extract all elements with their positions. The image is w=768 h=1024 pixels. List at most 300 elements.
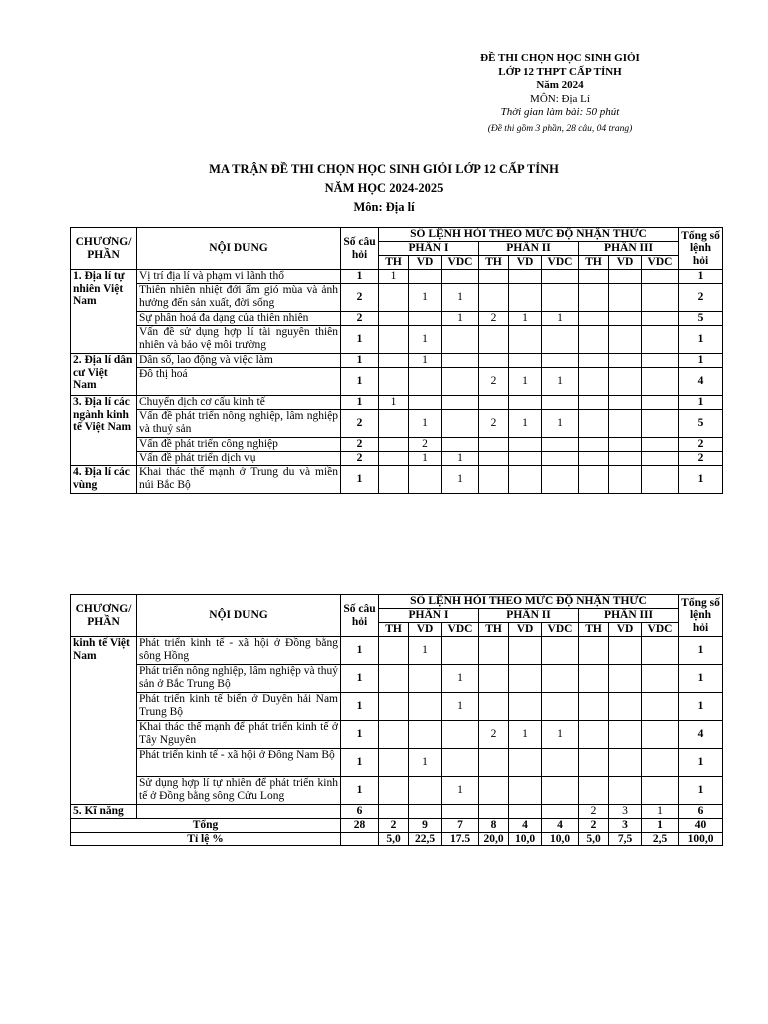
table-row — [71, 396, 723, 410]
question-count-cell: 1 — [341, 665, 379, 693]
level-count-cell — [509, 637, 542, 665]
header-count: Số câu hỏi — [341, 228, 379, 270]
level-count-cell — [479, 777, 509, 805]
header-vd: VD — [609, 623, 642, 637]
level-count-cell — [642, 693, 679, 721]
level-count-cell — [379, 693, 409, 721]
table-row — [71, 354, 723, 368]
question-count-cell: 1 — [341, 354, 379, 368]
skills-row — [71, 805, 723, 819]
level-count-cell — [379, 410, 409, 438]
header-part3: PHẦN III — [579, 609, 679, 623]
header-chapter: CHƯƠNG/ PHẦN — [71, 228, 137, 270]
level-count-cell — [609, 410, 642, 438]
level-count-cell — [409, 396, 442, 410]
level-count-cell — [579, 637, 609, 665]
level-count-cell: 1 — [542, 368, 579, 396]
level-count-cell — [409, 368, 442, 396]
level-count-cell — [579, 354, 609, 368]
level-count-cell — [442, 749, 479, 777]
question-count-cell: 2 — [341, 312, 379, 326]
level-count-cell — [442, 270, 479, 284]
table-row — [71, 452, 723, 466]
question-count-cell: 1 — [341, 368, 379, 396]
level-count-cell: 1 — [442, 466, 479, 494]
level-count-cell — [579, 693, 609, 721]
level-count-cell — [579, 438, 609, 452]
level-count-cell — [609, 721, 642, 749]
level-count-cell: 2,5 — [642, 832, 679, 846]
header-total: Tổng số lệnh hỏi — [679, 228, 723, 270]
level-count-cell — [479, 805, 509, 819]
table-row — [71, 326, 723, 354]
table-row — [71, 284, 723, 312]
level-count-cell — [409, 805, 442, 819]
level-count-cell — [542, 396, 579, 410]
header-part1: PHẦN I — [379, 242, 479, 256]
level-count-cell — [509, 665, 542, 693]
header-content: NỘI DUNG — [137, 595, 341, 637]
level-count-cell: 1 — [409, 354, 442, 368]
level-count-cell — [642, 270, 679, 284]
total-cell: 1 — [679, 637, 723, 665]
level-count-cell — [579, 410, 609, 438]
level-count-cell — [642, 368, 679, 396]
level-count-cell: 1 — [409, 749, 442, 777]
total-cell: 5 — [679, 410, 723, 438]
question-count-cell: 1 — [341, 693, 379, 721]
header-vdc: VDC — [642, 256, 679, 270]
level-count-cell: 1 — [442, 665, 479, 693]
total-cell: 1 — [679, 665, 723, 693]
level-count-cell — [642, 410, 679, 438]
level-count-cell — [379, 438, 409, 452]
header-th: TH — [379, 256, 409, 270]
header-content: NỘI DUNG — [137, 228, 341, 270]
level-count-cell — [642, 665, 679, 693]
level-count-cell — [509, 396, 542, 410]
content-cell: Vấn đề phát triển dịch vụ — [137, 452, 341, 466]
level-count-cell — [379, 354, 409, 368]
level-count-cell — [579, 721, 609, 749]
header-th: TH — [579, 256, 609, 270]
level-count-cell — [509, 749, 542, 777]
level-count-cell — [609, 312, 642, 326]
content-cell: Vấn đề phát triển công nghiệp — [137, 438, 341, 452]
level-count-cell — [642, 284, 679, 312]
header-levels: SỐ LỆNH HỎI THEO MỨC ĐỘ NHẬN THỨC — [379, 595, 679, 609]
chapter-cell: kinh tế Việt Nam — [71, 637, 137, 805]
level-count-cell — [379, 777, 409, 805]
content-cell: Đô thị hoá — [137, 368, 341, 396]
level-count-cell — [642, 777, 679, 805]
level-count-cell: 2 — [479, 368, 509, 396]
exam-time: Thời gian làm bài: 50 phút — [500, 106, 620, 118]
table-row — [71, 466, 723, 494]
level-count-cell — [379, 805, 409, 819]
level-count-cell — [409, 466, 442, 494]
table-row — [71, 665, 723, 693]
level-count-cell — [609, 368, 642, 396]
header-vd: VD — [409, 623, 442, 637]
level-count-cell — [479, 438, 509, 452]
level-count-cell: 1 — [442, 452, 479, 466]
level-count-cell — [609, 749, 642, 777]
level-count-cell — [379, 326, 409, 354]
level-count-cell: 7 — [442, 819, 479, 833]
matrix-table-2-body — [71, 637, 723, 846]
level-count-cell: 17.5 — [442, 832, 479, 846]
table-row — [71, 368, 723, 396]
content-cell: Sử dụng hợp lí tự nhiên để phát triển kinh tế ở Đồng bằng sông Cửu Long — [137, 777, 341, 805]
level-count-cell — [479, 466, 509, 494]
total-cell: 6 — [679, 805, 723, 819]
level-count-cell — [442, 354, 479, 368]
content-cell: Vị trí địa lí và phạm vi lãnh thổ — [137, 270, 341, 284]
matrix-table-2 — [70, 594, 723, 846]
level-count-cell — [609, 438, 642, 452]
total-cell: 2 — [679, 284, 723, 312]
sum-label: Tổng — [71, 819, 341, 833]
level-count-cell — [509, 354, 542, 368]
question-count-cell — [341, 832, 379, 846]
level-count-cell — [542, 749, 579, 777]
exam-title-line2: LỚP 12 THPT CẤP TỈNH — [498, 65, 622, 78]
level-count-cell — [579, 777, 609, 805]
content-cell: Thiên nhiên nhiệt đới ẩm gió mùa và ảnh hưởng đến sản xuất, đời sống — [137, 284, 341, 312]
content-cell — [137, 805, 341, 819]
level-count-cell: 1 — [442, 777, 479, 805]
level-count-cell — [379, 312, 409, 326]
level-count-cell — [509, 284, 542, 312]
level-count-cell — [542, 466, 579, 494]
level-count-cell — [542, 665, 579, 693]
matrix-table-1-body — [71, 270, 723, 494]
level-count-cell — [642, 396, 679, 410]
level-count-cell — [609, 284, 642, 312]
level-count-cell — [379, 368, 409, 396]
level-count-cell — [442, 637, 479, 665]
level-count-cell: 1 — [409, 410, 442, 438]
level-count-cell — [509, 452, 542, 466]
level-count-cell — [379, 284, 409, 312]
chapter-cell: 2. Địa lí dân cư Việt Nam — [71, 354, 137, 396]
total-cell: 1 — [679, 777, 723, 805]
content-cell: Phát triển kinh tế biển ở Duyên hải Nam Trung Bộ — [137, 693, 341, 721]
level-count-cell — [642, 452, 679, 466]
chapter-cell: 5. Kĩ năng — [71, 805, 137, 819]
level-count-cell — [479, 284, 509, 312]
level-count-cell — [579, 466, 609, 494]
level-count-cell — [542, 270, 579, 284]
level-count-cell — [509, 438, 542, 452]
total-cell: 1 — [679, 326, 723, 354]
level-count-cell — [609, 326, 642, 354]
table-row — [71, 693, 723, 721]
header-th: TH — [479, 256, 509, 270]
exam-year: Năm 2024 — [536, 79, 584, 91]
table-row — [71, 721, 723, 749]
total-cell: 2 — [679, 438, 723, 452]
level-count-cell — [509, 693, 542, 721]
level-count-cell: 1 — [642, 819, 679, 833]
level-count-cell — [509, 805, 542, 819]
question-count-cell: 6 — [341, 805, 379, 819]
table-row — [71, 777, 723, 805]
level-count-cell — [542, 637, 579, 665]
content-cell: Dân số, lao động và việc làm — [137, 354, 341, 368]
level-count-cell — [642, 326, 679, 354]
level-count-cell — [442, 805, 479, 819]
total-cell: 1 — [679, 396, 723, 410]
level-count-cell — [379, 452, 409, 466]
level-count-cell — [642, 637, 679, 665]
level-count-cell: 1 — [509, 312, 542, 326]
exam-subject: MÔN: Địa Lí — [530, 92, 590, 105]
level-count-cell — [379, 466, 409, 494]
level-count-cell — [479, 749, 509, 777]
table-row — [71, 749, 723, 777]
exam-header — [460, 52, 660, 136]
level-count-cell — [542, 354, 579, 368]
content-cell: Vấn đề phát triển nông nghiệp, lâm nghiệp và thuỷ sản — [137, 410, 341, 438]
question-count-cell: 2 — [341, 410, 379, 438]
level-count-cell: 8 — [479, 819, 509, 833]
header-vdc: VDC — [442, 623, 479, 637]
level-count-cell: 4 — [509, 819, 542, 833]
level-count-cell — [542, 284, 579, 312]
level-count-cell — [479, 452, 509, 466]
level-count-cell — [579, 452, 609, 466]
ratio-label: Tỉ lệ % — [71, 832, 341, 846]
level-count-cell — [479, 270, 509, 284]
level-count-cell — [479, 354, 509, 368]
chapter-cell: 4. Địa lí các vùng — [71, 466, 137, 494]
level-count-cell — [409, 312, 442, 326]
level-count-cell: 2 — [479, 312, 509, 326]
level-count-cell: 1 — [409, 284, 442, 312]
level-count-cell — [379, 721, 409, 749]
total-cell: 5 — [679, 312, 723, 326]
question-count-cell: 1 — [341, 777, 379, 805]
level-count-cell — [542, 693, 579, 721]
level-count-cell: 1 — [442, 693, 479, 721]
header-count: Số câu hỏi — [341, 595, 379, 637]
matrix-title-line2: NĂM HỌC 2024-2025 — [324, 181, 444, 195]
total-cell: 1 — [679, 270, 723, 284]
level-count-cell: 7,5 — [609, 832, 642, 846]
level-count-cell: 10,0 — [509, 832, 542, 846]
level-count-cell: 1 — [409, 452, 442, 466]
question-count-cell: 2 — [341, 452, 379, 466]
header-vd: VD — [509, 623, 542, 637]
level-count-cell — [642, 438, 679, 452]
total-cell: 1 — [679, 354, 723, 368]
total-cell: 2 — [679, 452, 723, 466]
level-count-cell: 2 — [479, 721, 509, 749]
header-vdc: VDC — [442, 256, 479, 270]
level-count-cell — [509, 777, 542, 805]
sum-row — [71, 819, 723, 833]
level-count-cell — [409, 693, 442, 721]
level-count-cell — [579, 665, 609, 693]
level-count-cell: 1 — [509, 721, 542, 749]
total-cell: 100,0 — [679, 832, 723, 846]
level-count-cell: 4 — [542, 819, 579, 833]
header-th: TH — [479, 623, 509, 637]
header-part3: PHẦN III — [579, 242, 679, 256]
header-part2: PHẦN II — [479, 242, 579, 256]
total-cell: 1 — [679, 749, 723, 777]
level-count-cell: 1 — [509, 368, 542, 396]
question-count-cell: 1 — [341, 326, 379, 354]
header-levels: SỐ LỆNH HỎI THEO MỨC ĐỘ NHẬN THỨC — [379, 228, 679, 242]
level-count-cell — [479, 637, 509, 665]
level-count-cell — [609, 665, 642, 693]
table-row — [71, 410, 723, 438]
level-count-cell: 2 — [379, 819, 409, 833]
question-count-cell: 1 — [341, 637, 379, 665]
header-part1: PHẦN I — [379, 609, 479, 623]
total-cell: 1 — [679, 466, 723, 494]
level-count-cell — [442, 396, 479, 410]
level-count-cell: 1 — [542, 721, 579, 749]
content-cell: Sự phân hoá đa dạng của thiên nhiên — [137, 312, 341, 326]
level-count-cell — [509, 326, 542, 354]
question-count-cell: 1 — [341, 721, 379, 749]
header-vd: VD — [509, 256, 542, 270]
level-count-cell — [479, 396, 509, 410]
content-cell: Khai thác thế mạnh ở Trung du và miền núi Bắc Bộ — [137, 466, 341, 494]
total-cell: 40 — [679, 819, 723, 833]
level-count-cell — [642, 721, 679, 749]
header-vd: VD — [609, 256, 642, 270]
chapter-cell: 1. Địa lí tự nhiên Việt Nam — [71, 270, 137, 354]
level-count-cell: 1 — [542, 410, 579, 438]
content-cell: Khai thác thế mạnh để phát triển kinh tế ở Tây Nguyên — [137, 721, 341, 749]
question-count-cell: 2 — [341, 284, 379, 312]
level-count-cell — [579, 749, 609, 777]
header-vdc: VDC — [542, 623, 579, 637]
level-count-cell — [579, 312, 609, 326]
level-count-cell — [542, 438, 579, 452]
level-count-cell: 5,0 — [579, 832, 609, 846]
content-cell: Phát triển kinh tế - xã hội ở Đồng bằng sông Hồng — [137, 637, 341, 665]
level-count-cell: 1 — [442, 284, 479, 312]
header-th: TH — [379, 623, 409, 637]
total-cell: 4 — [679, 721, 723, 749]
level-count-cell — [409, 721, 442, 749]
level-count-cell — [609, 452, 642, 466]
level-count-cell — [579, 368, 609, 396]
ratio-row — [71, 832, 723, 846]
header-th: TH — [579, 623, 609, 637]
level-count-cell: 2 — [479, 410, 509, 438]
level-count-cell — [409, 665, 442, 693]
question-count-cell: 28 — [341, 819, 379, 833]
level-count-cell: 1 — [542, 312, 579, 326]
level-count-cell — [479, 326, 509, 354]
table-row — [71, 637, 723, 665]
level-count-cell: 1 — [409, 326, 442, 354]
header-total: Tổng số lệnh hỏi — [679, 595, 723, 637]
header-vd: VD — [409, 256, 442, 270]
level-count-cell: 20,0 — [479, 832, 509, 846]
level-count-cell: 9 — [409, 819, 442, 833]
level-count-cell: 5,0 — [379, 832, 409, 846]
level-count-cell — [609, 637, 642, 665]
level-count-cell — [479, 665, 509, 693]
question-count-cell: 1 — [341, 749, 379, 777]
level-count-cell — [642, 312, 679, 326]
content-cell: Chuyển dịch cơ cấu kinh tế — [137, 396, 341, 410]
level-count-cell — [509, 466, 542, 494]
total-cell: 1 — [679, 693, 723, 721]
level-count-cell — [442, 721, 479, 749]
level-count-cell: 1 — [409, 637, 442, 665]
level-count-cell — [379, 749, 409, 777]
level-count-cell: 1 — [509, 410, 542, 438]
level-count-cell — [609, 354, 642, 368]
level-count-cell: 22,5 — [409, 832, 442, 846]
level-count-cell — [609, 466, 642, 494]
level-count-cell — [579, 326, 609, 354]
level-count-cell — [442, 368, 479, 396]
header-part2: PHẦN II — [479, 609, 579, 623]
level-count-cell — [579, 284, 609, 312]
level-count-cell — [509, 270, 542, 284]
level-count-cell — [442, 410, 479, 438]
level-count-cell — [579, 270, 609, 284]
level-count-cell — [642, 354, 679, 368]
question-count-cell: 2 — [341, 438, 379, 452]
level-count-cell: 3 — [609, 805, 642, 819]
content-cell: Vấn đề sử dụng hợp lí tài nguyên thiên nhiên và bảo vệ môi trường — [137, 326, 341, 354]
question-count-cell: 1 — [341, 396, 379, 410]
matrix-table-1 — [70, 227, 723, 494]
matrix-title — [0, 160, 768, 217]
level-count-cell: 2 — [409, 438, 442, 452]
level-count-cell — [409, 777, 442, 805]
level-count-cell — [642, 749, 679, 777]
level-count-cell: 3 — [609, 819, 642, 833]
level-count-cell: 2 — [579, 805, 609, 819]
level-count-cell — [379, 637, 409, 665]
level-count-cell: 1 — [642, 805, 679, 819]
level-count-cell — [542, 777, 579, 805]
level-count-cell: 10,0 — [542, 832, 579, 846]
exam-title-line1: ĐỀ THI CHỌN HỌC SINH GIỎI — [480, 52, 640, 64]
level-count-cell — [609, 396, 642, 410]
table-row — [71, 270, 723, 284]
level-count-cell — [479, 693, 509, 721]
level-count-cell — [379, 665, 409, 693]
level-count-cell: 2 — [579, 819, 609, 833]
header-vdc: VDC — [542, 256, 579, 270]
content-cell: Phát triển nông nghiệp, lâm nghiệp và thuỷ sản ở Bắc Trung Bộ — [137, 665, 341, 693]
level-count-cell — [442, 326, 479, 354]
level-count-cell — [642, 466, 679, 494]
level-count-cell — [542, 452, 579, 466]
matrix-title-line3: Môn: Địa lí — [353, 200, 415, 214]
level-count-cell — [542, 326, 579, 354]
level-count-cell — [609, 270, 642, 284]
total-cell: 4 — [679, 368, 723, 396]
level-count-cell — [409, 270, 442, 284]
level-count-cell — [609, 777, 642, 805]
question-count-cell: 1 — [341, 270, 379, 284]
table-row — [71, 438, 723, 452]
